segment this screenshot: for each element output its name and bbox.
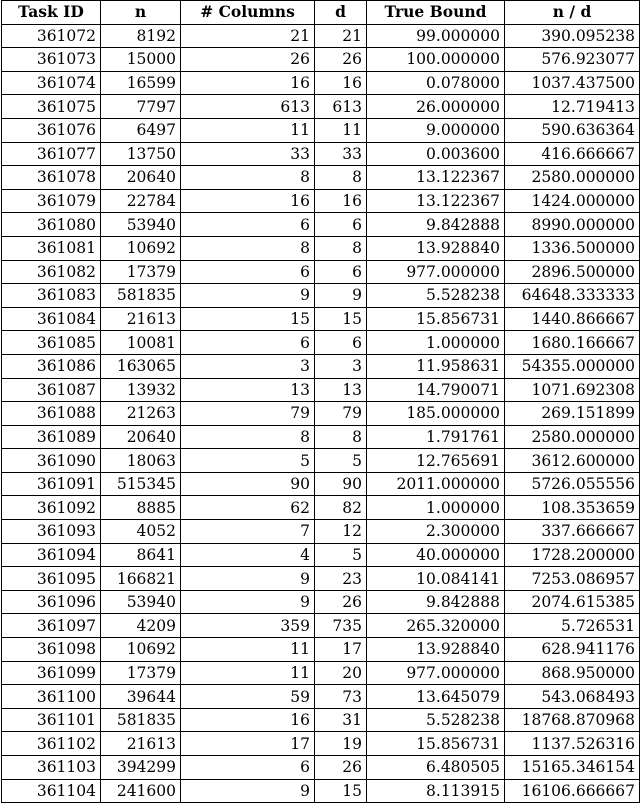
cell-n-over-d: 8990.000000 [505, 213, 640, 237]
cell-task-id: 361099 [2, 661, 101, 685]
cell-num-columns: 59 [181, 685, 315, 709]
cell-num-columns: 17 [181, 732, 315, 756]
cell-task-id: 361101 [2, 708, 101, 732]
cell-d: 8 [315, 166, 367, 190]
cell-n: 18063 [101, 449, 181, 473]
cell-n: 394299 [101, 756, 181, 780]
header-task-id: Task ID [2, 1, 101, 25]
cell-true-bound: 13.645079 [367, 685, 505, 709]
cell-n: 53940 [101, 213, 181, 237]
cell-num-columns: 90 [181, 472, 315, 496]
cell-true-bound: 1.000000 [367, 496, 505, 520]
cell-true-bound: 26.000000 [367, 95, 505, 119]
cell-n-over-d: 54355.000000 [505, 354, 640, 378]
cell-n: 4209 [101, 614, 181, 638]
cell-n: 21263 [101, 402, 181, 426]
cell-n-over-d: 16106.666667 [505, 779, 640, 803]
cell-true-bound: 13.122367 [367, 166, 505, 190]
table-row [2, 638, 640, 662]
cell-task-id: 361087 [2, 378, 101, 402]
cell-d: 16 [315, 71, 367, 95]
cell-task-id: 361090 [2, 449, 101, 473]
cell-n: 17379 [101, 260, 181, 284]
cell-n-over-d: 590.636364 [505, 118, 640, 142]
cell-d: 73 [315, 685, 367, 709]
cell-task-id: 361076 [2, 118, 101, 142]
header-n: n [101, 1, 181, 25]
table-row [2, 472, 640, 496]
cell-true-bound: 977.000000 [367, 661, 505, 685]
table-row [2, 354, 640, 378]
table-row [2, 71, 640, 95]
cell-n: 10692 [101, 236, 181, 260]
cell-n: 8885 [101, 496, 181, 520]
cell-d: 8 [315, 425, 367, 449]
cell-num-columns: 16 [181, 71, 315, 95]
cell-true-bound: 9.842888 [367, 213, 505, 237]
cell-task-id: 361081 [2, 236, 101, 260]
cell-d: 23 [315, 567, 367, 591]
cell-n-over-d: 2580.000000 [505, 166, 640, 190]
cell-d: 15 [315, 779, 367, 803]
cell-task-id: 361098 [2, 638, 101, 662]
cell-true-bound: 11.958631 [367, 354, 505, 378]
cell-num-columns: 8 [181, 425, 315, 449]
cell-n-over-d: 108.353659 [505, 496, 640, 520]
cell-n-over-d: 2074.615385 [505, 590, 640, 614]
cell-n-over-d: 390.095238 [505, 24, 640, 48]
header-row [2, 1, 640, 25]
cell-n-over-d: 1071.692308 [505, 378, 640, 402]
cell-n: 39644 [101, 685, 181, 709]
table-row [2, 779, 640, 803]
cell-true-bound: 13.122367 [367, 189, 505, 213]
table-row [2, 284, 640, 308]
table-row [2, 331, 640, 355]
data-table [1, 0, 640, 803]
cell-task-id: 361089 [2, 425, 101, 449]
cell-task-id: 361080 [2, 213, 101, 237]
table-row [2, 48, 640, 72]
cell-true-bound: 185.000000 [367, 402, 505, 426]
cell-num-columns: 9 [181, 567, 315, 591]
cell-d: 6 [315, 213, 367, 237]
cell-task-id: 361078 [2, 166, 101, 190]
table-row [2, 756, 640, 780]
cell-d: 15 [315, 307, 367, 331]
cell-n-over-d: 5.726531 [505, 614, 640, 638]
cell-d: 5 [315, 543, 367, 567]
cell-num-columns: 7 [181, 520, 315, 544]
cell-task-id: 361091 [2, 472, 101, 496]
cell-num-columns: 62 [181, 496, 315, 520]
cell-task-id: 361097 [2, 614, 101, 638]
table-row [2, 567, 640, 591]
cell-d: 19 [315, 732, 367, 756]
cell-true-bound: 100.000000 [367, 48, 505, 72]
cell-n: 163065 [101, 354, 181, 378]
table-row [2, 189, 640, 213]
cell-num-columns: 79 [181, 402, 315, 426]
cell-task-id: 361102 [2, 732, 101, 756]
table-row [2, 543, 640, 567]
cell-n-over-d: 7253.086957 [505, 567, 640, 591]
cell-task-id: 361094 [2, 543, 101, 567]
cell-num-columns: 6 [181, 331, 315, 355]
cell-true-bound: 1.000000 [367, 331, 505, 355]
cell-num-columns: 6 [181, 260, 315, 284]
cell-true-bound: 8.113915 [367, 779, 505, 803]
cell-num-columns: 359 [181, 614, 315, 638]
cell-true-bound: 2.300000 [367, 520, 505, 544]
cell-n-over-d: 543.068493 [505, 685, 640, 709]
cell-true-bound: 13.928840 [367, 236, 505, 260]
cell-d: 82 [315, 496, 367, 520]
cell-task-id: 361103 [2, 756, 101, 780]
table-row [2, 708, 640, 732]
cell-n-over-d: 1336.500000 [505, 236, 640, 260]
cell-task-id: 361083 [2, 284, 101, 308]
cell-n-over-d: 1440.866667 [505, 307, 640, 331]
cell-d: 11 [315, 118, 367, 142]
table-body [2, 24, 640, 803]
cell-n: 241600 [101, 779, 181, 803]
cell-n-over-d: 628.941176 [505, 638, 640, 662]
table-row [2, 520, 640, 544]
cell-task-id: 361104 [2, 779, 101, 803]
cell-n: 20640 [101, 425, 181, 449]
cell-n: 15000 [101, 48, 181, 72]
cell-n-over-d: 1728.200000 [505, 543, 640, 567]
cell-true-bound: 15.856731 [367, 732, 505, 756]
cell-d: 33 [315, 142, 367, 166]
cell-task-id: 361088 [2, 402, 101, 426]
cell-num-columns: 26 [181, 48, 315, 72]
cell-task-id: 361077 [2, 142, 101, 166]
cell-n-over-d: 12.719413 [505, 95, 640, 119]
cell-true-bound: 0.078000 [367, 71, 505, 95]
cell-task-id: 361079 [2, 189, 101, 213]
table-row [2, 685, 640, 709]
cell-n: 21613 [101, 732, 181, 756]
cell-n: 6497 [101, 118, 181, 142]
cell-n-over-d: 337.666667 [505, 520, 640, 544]
cell-n: 166821 [101, 567, 181, 591]
cell-num-columns: 6 [181, 213, 315, 237]
cell-true-bound: 13.928840 [367, 638, 505, 662]
cell-task-id: 361085 [2, 331, 101, 355]
table-row [2, 496, 640, 520]
cell-task-id: 361074 [2, 71, 101, 95]
cell-n-over-d: 1037.437500 [505, 71, 640, 95]
cell-true-bound: 5.528238 [367, 284, 505, 308]
cell-d: 6 [315, 260, 367, 284]
cell-n: 515345 [101, 472, 181, 496]
cell-task-id: 361086 [2, 354, 101, 378]
cell-d: 26 [315, 590, 367, 614]
cell-true-bound: 10.084141 [367, 567, 505, 591]
cell-n-over-d: 1137.526316 [505, 732, 640, 756]
table-row [2, 118, 640, 142]
cell-true-bound: 12.765691 [367, 449, 505, 473]
cell-n: 13932 [101, 378, 181, 402]
cell-n-over-d: 416.666667 [505, 142, 640, 166]
cell-n-over-d: 5726.055556 [505, 472, 640, 496]
table-row [2, 95, 640, 119]
cell-d: 12 [315, 520, 367, 544]
header-num-columns: # Columns [181, 1, 315, 25]
cell-d: 5 [315, 449, 367, 473]
cell-num-columns: 15 [181, 307, 315, 331]
cell-d: 6 [315, 331, 367, 355]
cell-d: 31 [315, 708, 367, 732]
cell-task-id: 361073 [2, 48, 101, 72]
table-row [2, 213, 640, 237]
cell-d: 90 [315, 472, 367, 496]
table-row [2, 260, 640, 284]
cell-d: 21 [315, 24, 367, 48]
cell-task-id: 361084 [2, 307, 101, 331]
cell-n: 22784 [101, 189, 181, 213]
cell-d: 613 [315, 95, 367, 119]
cell-true-bound: 2011.000000 [367, 472, 505, 496]
cell-task-id: 361096 [2, 590, 101, 614]
cell-n-over-d: 64648.333333 [505, 284, 640, 308]
header-n-over-d: n / d [505, 1, 640, 25]
cell-n: 16599 [101, 71, 181, 95]
header-true-bound: True Bound [367, 1, 505, 25]
cell-n-over-d: 3612.600000 [505, 449, 640, 473]
table-row [2, 614, 640, 638]
table-row [2, 24, 640, 48]
cell-task-id: 361075 [2, 95, 101, 119]
cell-n: 13750 [101, 142, 181, 166]
cell-task-id: 361093 [2, 520, 101, 544]
cell-n: 8192 [101, 24, 181, 48]
cell-num-columns: 9 [181, 590, 315, 614]
cell-d: 79 [315, 402, 367, 426]
cell-n: 10081 [101, 331, 181, 355]
table-row [2, 307, 640, 331]
cell-task-id: 361082 [2, 260, 101, 284]
cell-num-columns: 21 [181, 24, 315, 48]
cell-true-bound: 977.000000 [367, 260, 505, 284]
cell-num-columns: 9 [181, 779, 315, 803]
cell-n: 21613 [101, 307, 181, 331]
cell-d: 26 [315, 48, 367, 72]
cell-n: 10692 [101, 638, 181, 662]
cell-true-bound: 9.842888 [367, 590, 505, 614]
cell-d: 13 [315, 378, 367, 402]
cell-num-columns: 16 [181, 708, 315, 732]
cell-n-over-d: 15165.346154 [505, 756, 640, 780]
table-row [2, 402, 640, 426]
cell-num-columns: 5 [181, 449, 315, 473]
cell-true-bound: 14.790071 [367, 378, 505, 402]
table-row [2, 425, 640, 449]
table-row [2, 378, 640, 402]
cell-true-bound: 5.528238 [367, 708, 505, 732]
cell-d: 9 [315, 284, 367, 308]
cell-task-id: 361072 [2, 24, 101, 48]
cell-n: 581835 [101, 284, 181, 308]
cell-n: 17379 [101, 661, 181, 685]
table-row [2, 661, 640, 685]
cell-d: 26 [315, 756, 367, 780]
table-row [2, 166, 640, 190]
cell-task-id: 361100 [2, 685, 101, 709]
cell-d: 8 [315, 236, 367, 260]
cell-num-columns: 11 [181, 118, 315, 142]
cell-d: 20 [315, 661, 367, 685]
table-row [2, 142, 640, 166]
cell-n: 53940 [101, 590, 181, 614]
cell-n: 7797 [101, 95, 181, 119]
cell-task-id: 361095 [2, 567, 101, 591]
table-row [2, 590, 640, 614]
header-d: d [315, 1, 367, 25]
cell-num-columns: 16 [181, 189, 315, 213]
cell-num-columns: 11 [181, 638, 315, 662]
cell-true-bound: 15.856731 [367, 307, 505, 331]
cell-n-over-d: 1680.166667 [505, 331, 640, 355]
table-row [2, 236, 640, 260]
cell-d: 735 [315, 614, 367, 638]
cell-num-columns: 6 [181, 756, 315, 780]
cell-n: 20640 [101, 166, 181, 190]
cell-true-bound: 40.000000 [367, 543, 505, 567]
cell-d: 3 [315, 354, 367, 378]
cell-true-bound: 6.480505 [367, 756, 505, 780]
cell-d: 16 [315, 189, 367, 213]
cell-num-columns: 4 [181, 543, 315, 567]
cell-num-columns: 8 [181, 166, 315, 190]
cell-task-id: 361092 [2, 496, 101, 520]
cell-true-bound: 9.000000 [367, 118, 505, 142]
cell-n: 4052 [101, 520, 181, 544]
cell-num-columns: 13 [181, 378, 315, 402]
cell-n-over-d: 18768.870968 [505, 708, 640, 732]
cell-n: 581835 [101, 708, 181, 732]
cell-true-bound: 1.791761 [367, 425, 505, 449]
cell-n-over-d: 576.923077 [505, 48, 640, 72]
cell-num-columns: 9 [181, 284, 315, 308]
cell-n: 8641 [101, 543, 181, 567]
cell-n-over-d: 2580.000000 [505, 425, 640, 449]
cell-num-columns: 33 [181, 142, 315, 166]
cell-num-columns: 3 [181, 354, 315, 378]
cell-true-bound: 0.003600 [367, 142, 505, 166]
cell-true-bound: 265.320000 [367, 614, 505, 638]
table-row [2, 732, 640, 756]
cell-n-over-d: 269.151899 [505, 402, 640, 426]
cell-num-columns: 613 [181, 95, 315, 119]
cell-num-columns: 11 [181, 661, 315, 685]
cell-n-over-d: 868.950000 [505, 661, 640, 685]
cell-n-over-d: 2896.500000 [505, 260, 640, 284]
cell-true-bound: 99.000000 [367, 24, 505, 48]
cell-num-columns: 8 [181, 236, 315, 260]
table-row [2, 449, 640, 473]
cell-d: 17 [315, 638, 367, 662]
cell-n-over-d: 1424.000000 [505, 189, 640, 213]
